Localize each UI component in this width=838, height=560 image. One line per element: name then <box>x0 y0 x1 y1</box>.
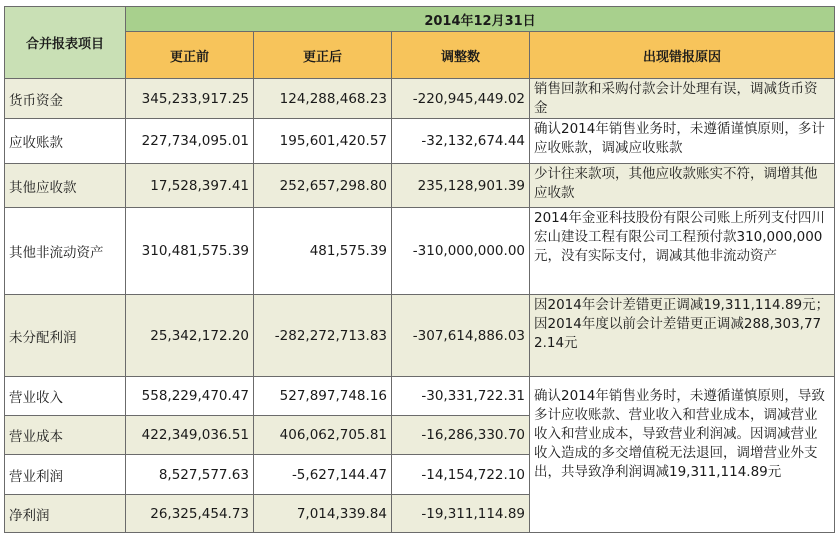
row-adjust: -32,132,674.44 <box>392 119 530 164</box>
row-after: -282,272,713.83 <box>254 295 392 377</box>
table-row <box>5 295 835 377</box>
row-reason: 销售回款和采购付款会计处理有误，调减货币资金 <box>530 79 835 119</box>
row-reason: 确认2014年销售业务时，未遵循谨慎原则，多计应收账款，调减应收账款 <box>530 119 835 164</box>
row-item: 营业利润 <box>5 455 126 495</box>
financial-restatement-table <box>4 6 835 533</box>
row-before: 310,481,575.39 <box>126 208 254 295</box>
row-adjust: -16,286,330.70 <box>392 416 530 455</box>
table-row <box>5 377 835 416</box>
row-item: 净利润 <box>5 495 126 533</box>
header-adjust: 调整数 <box>392 32 530 79</box>
row-item: 未分配利润 <box>5 295 126 377</box>
table-row <box>5 79 835 119</box>
row-reason: 少计往来款项，其他应收款账实不符，调增其他应收款 <box>530 164 835 208</box>
row-after: 195,601,420.57 <box>254 119 392 164</box>
row-before: 26,325,454.73 <box>126 495 254 533</box>
header-before: 更正前 <box>126 32 254 79</box>
row-before: 25,342,172.20 <box>126 295 254 377</box>
header-after: 更正后 <box>254 32 392 79</box>
row-item: 营业成本 <box>5 416 126 455</box>
row-before: 17,528,397.41 <box>126 164 254 208</box>
header-reason: 出现错报原因 <box>530 32 835 79</box>
row-adjust: -19,311,114.89 <box>392 495 530 533</box>
row-item: 其他非流动资产 <box>5 208 126 295</box>
row-adjust: -14,154,722.10 <box>392 455 530 495</box>
row-before: 8,527,577.63 <box>126 455 254 495</box>
row-item: 其他应收款 <box>5 164 126 208</box>
row-after: 124,288,468.23 <box>254 79 392 119</box>
row-before: 422,349,036.51 <box>126 416 254 455</box>
table-row <box>5 164 835 208</box>
header-date: 2014年12月31日 <box>126 7 835 32</box>
row-item: 应收账款 <box>5 119 126 164</box>
row-reason: 因2014年会计差错更正调减19,311,114.89元；因2014年度以前会计差错更正调减288,303,772.14元 <box>530 295 835 377</box>
header-item: 合并报表项目 <box>5 7 126 79</box>
table-row <box>5 208 835 295</box>
row-adjust: -30,331,722.31 <box>392 377 530 416</box>
row-after: 7,014,339.84 <box>254 495 392 533</box>
row-after: 527,897,748.16 <box>254 377 392 416</box>
row-adjust: -307,614,886.03 <box>392 295 530 377</box>
row-after: 252,657,298.80 <box>254 164 392 208</box>
table-row <box>5 119 835 164</box>
row-before: 227,734,095.01 <box>126 119 254 164</box>
row-item: 营业收入 <box>5 377 126 416</box>
row-after: 406,062,705.81 <box>254 416 392 455</box>
row-reason: 2014年金亚科技股份有限公司账上所列支付四川宏山建设工程有限公司工程预付款310,000,000元，没有实际支付，调减其他非流动资产 <box>530 208 835 295</box>
row-before: 558,229,470.47 <box>126 377 254 416</box>
row-after: 481,575.39 <box>254 208 392 295</box>
row-item: 货币资金 <box>5 79 126 119</box>
row-adjust: -310,000,000.00 <box>392 208 530 295</box>
merged-reason: 确认2014年销售业务时，未遵循谨慎原则，导致多计应收账款、营业收入和营业成本，调减营业收入和营业成本，导致营业利润减。因调减营业收入造成的多交增值税无法退回，调增营业外支出，共导致净利润调减19,311,114.89元 <box>530 377 835 533</box>
row-after: -5,627,144.47 <box>254 455 392 495</box>
row-before: 345,233,917.25 <box>126 79 254 119</box>
row-adjust: -220,945,449.02 <box>392 79 530 119</box>
row-adjust: 235,128,901.39 <box>392 164 530 208</box>
